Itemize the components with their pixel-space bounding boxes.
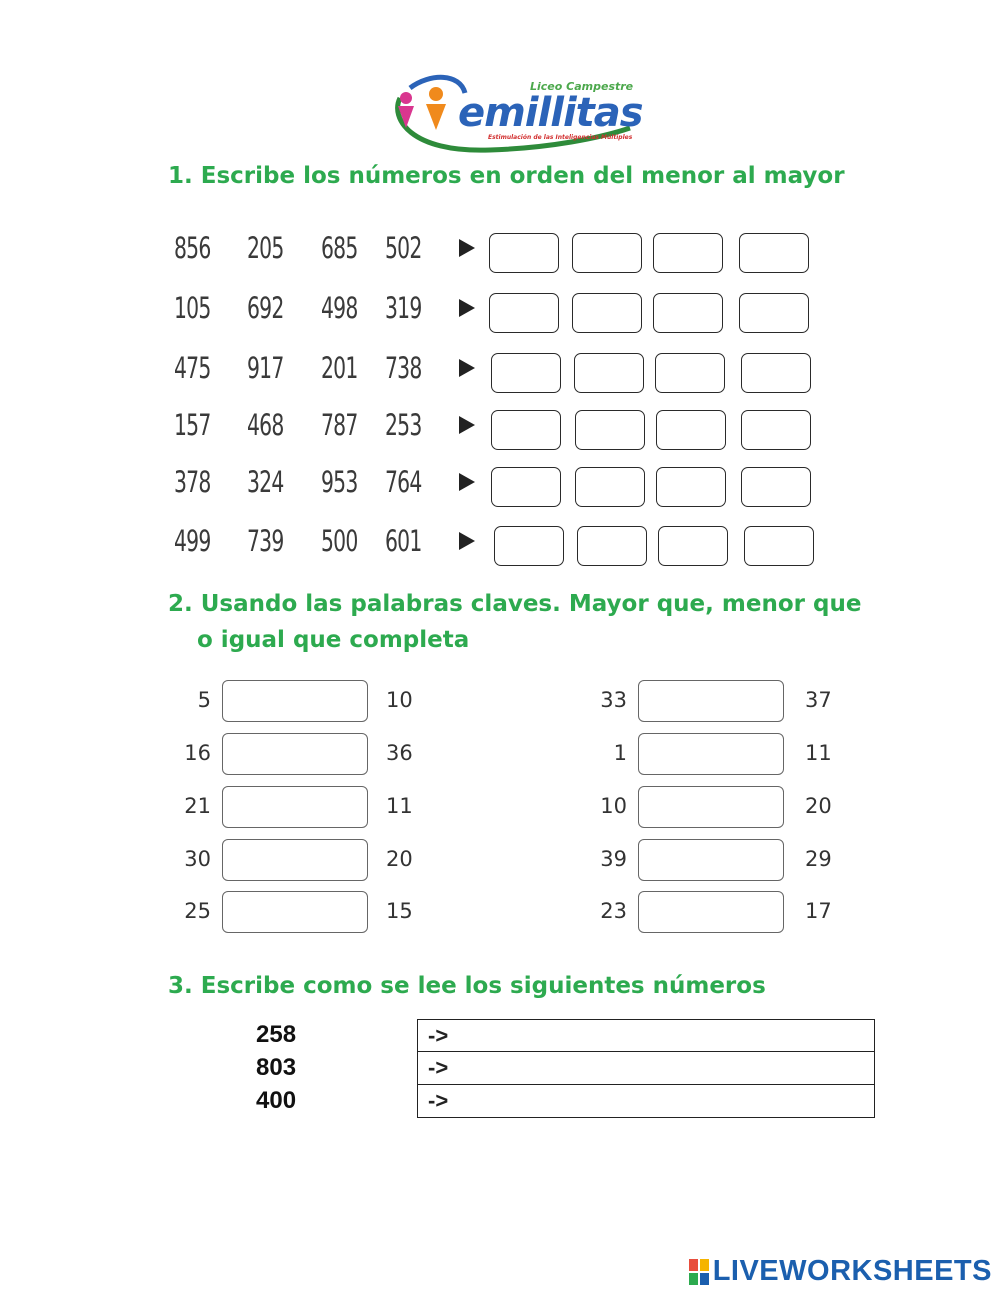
comparison-input[interactable] — [638, 786, 784, 828]
arrow-right-icon — [459, 239, 475, 257]
answer-box[interactable] — [491, 353, 561, 393]
compare-left-number: 16 — [184, 741, 211, 765]
compare-left-number: 1 — [613, 741, 627, 765]
compare-right-number: 37 — [805, 688, 832, 712]
sequence-number: 917 — [247, 351, 284, 385]
sequence-number: 253 — [385, 408, 422, 442]
answer-box[interactable] — [656, 410, 726, 450]
section2-title-line1: 2. Usando las palabras claves. Mayor que, menor que — [168, 591, 862, 617]
sequence-number: 685 — [321, 231, 358, 265]
compare-left-number: 23 — [600, 899, 627, 923]
comparison-input[interactable] — [638, 733, 784, 775]
compare-right-number: 20 — [805, 794, 832, 818]
logo-brand-name: emillitas — [458, 90, 643, 136]
section2-title-line2: o igual que completa — [197, 627, 470, 653]
sequence-number: 739 — [247, 524, 284, 558]
sequence-number: 692 — [247, 291, 284, 325]
reading-answer-field[interactable] — [417, 1052, 875, 1085]
compare-right-number: 17 — [805, 899, 832, 923]
answer-box[interactable] — [741, 467, 811, 507]
sequence-number: 500 — [321, 524, 358, 558]
sequence-number: 601 — [385, 524, 422, 558]
answer-box[interactable] — [653, 293, 723, 333]
compare-right-number: 36 — [386, 741, 413, 765]
sequence-number: 738 — [385, 351, 422, 385]
arrow-right-icon — [459, 473, 475, 491]
sequence-number: 378 — [174, 465, 211, 499]
answer-box[interactable] — [741, 410, 811, 450]
answer-box[interactable] — [491, 410, 561, 450]
comparison-input[interactable] — [638, 839, 784, 881]
compare-right-number: 20 — [386, 847, 413, 871]
comparison-input[interactable] — [222, 680, 368, 722]
sequence-number: 953 — [321, 465, 358, 499]
sequence-number: 498 — [321, 291, 358, 325]
answer-box[interactable] — [575, 467, 645, 507]
compare-right-number: 29 — [805, 847, 832, 871]
comparison-input[interactable] — [222, 733, 368, 775]
arrow-right-icon — [459, 359, 475, 377]
answer-box[interactable] — [491, 467, 561, 507]
logo-block — [700, 1273, 709, 1285]
sequence-number: 319 — [385, 291, 422, 325]
answer-box[interactable] — [739, 293, 809, 333]
answer-box[interactable] — [658, 526, 728, 566]
answer-box[interactable] — [655, 353, 725, 393]
reading-answer-field[interactable] — [417, 1085, 875, 1118]
compare-left-number: 10 — [600, 794, 627, 818]
logo-tagline: Estimulación de las Inteligencias Múltiples — [488, 134, 633, 141]
compare-left-number: 25 — [184, 899, 211, 923]
comparison-input[interactable] — [222, 786, 368, 828]
liveworksheets-logo-icon — [689, 1259, 709, 1285]
answer-box[interactable] — [572, 293, 642, 333]
compare-right-number: 11 — [805, 741, 832, 765]
reading-answer-table — [417, 1019, 875, 1118]
sequence-number: 205 — [247, 231, 284, 265]
comparison-input[interactable] — [638, 891, 784, 933]
arrow-prefix: -> — [428, 1023, 449, 1048]
number-to-read: 258 — [256, 1021, 297, 1048]
sequence-number: 502 — [385, 231, 422, 265]
sequence-number: 468 — [247, 408, 284, 442]
logo-block — [689, 1259, 698, 1271]
school-logo — [370, 68, 643, 160]
sequence-number: 499 — [174, 524, 211, 558]
logo-block — [700, 1259, 709, 1271]
sequence-number: 764 — [385, 465, 422, 499]
reading-answer-field[interactable] — [417, 1019, 875, 1052]
compare-right-number: 11 — [386, 794, 413, 818]
logo-school-name: Liceo Campestre — [530, 80, 634, 93]
sequence-number: 105 — [174, 291, 211, 325]
compare-left-number: 33 — [600, 688, 627, 712]
comparison-input[interactable] — [638, 680, 784, 722]
answer-box[interactable] — [739, 233, 809, 273]
compare-right-number: 10 — [386, 688, 413, 712]
sequence-number: 856 — [174, 231, 211, 265]
answer-box[interactable] — [489, 293, 559, 333]
sequence-number: 324 — [247, 465, 284, 499]
number-to-read: 803 — [256, 1054, 297, 1081]
arrow-prefix: -> — [428, 1055, 449, 1080]
arrow-right-icon — [459, 299, 475, 317]
arrow-prefix: -> — [428, 1088, 449, 1113]
compare-left-number: 30 — [184, 847, 211, 871]
comparison-input[interactable] — [222, 839, 368, 881]
logo-block — [689, 1273, 698, 1285]
compare-left-number: 39 — [600, 847, 627, 871]
answer-box[interactable] — [744, 526, 814, 566]
sequence-number: 475 — [174, 351, 211, 385]
answer-box[interactable] — [741, 353, 811, 393]
answer-box[interactable] — [489, 233, 559, 273]
section3-title: 3. Escribe como se lee los siguientes números — [168, 973, 766, 999]
sequence-number: 157 — [174, 408, 211, 442]
liveworksheets-brand — [689, 1255, 992, 1288]
compare-left-number: 5 — [197, 688, 211, 712]
answer-box[interactable] — [577, 526, 647, 566]
compare-right-number: 15 — [386, 899, 413, 923]
answer-box[interactable] — [656, 467, 726, 507]
sequence-number: 787 — [321, 408, 358, 442]
arrow-right-icon — [459, 532, 475, 550]
compare-left-number: 21 — [184, 794, 211, 818]
comparison-input[interactable] — [222, 891, 368, 933]
number-to-read: 400 — [256, 1087, 297, 1114]
answer-box[interactable] — [494, 526, 564, 566]
answer-box[interactable] — [574, 353, 644, 393]
section1-title: 1. Escribe los números en orden del menor al mayor — [168, 163, 845, 189]
answer-box[interactable] — [575, 410, 645, 450]
answer-box[interactable] — [572, 233, 642, 273]
sequence-number: 201 — [321, 351, 358, 385]
answer-box[interactable] — [653, 233, 723, 273]
liveworksheets-wordmark: LIVEWORKSHEETS — [712, 1255, 992, 1287]
arrow-right-icon — [459, 416, 475, 434]
